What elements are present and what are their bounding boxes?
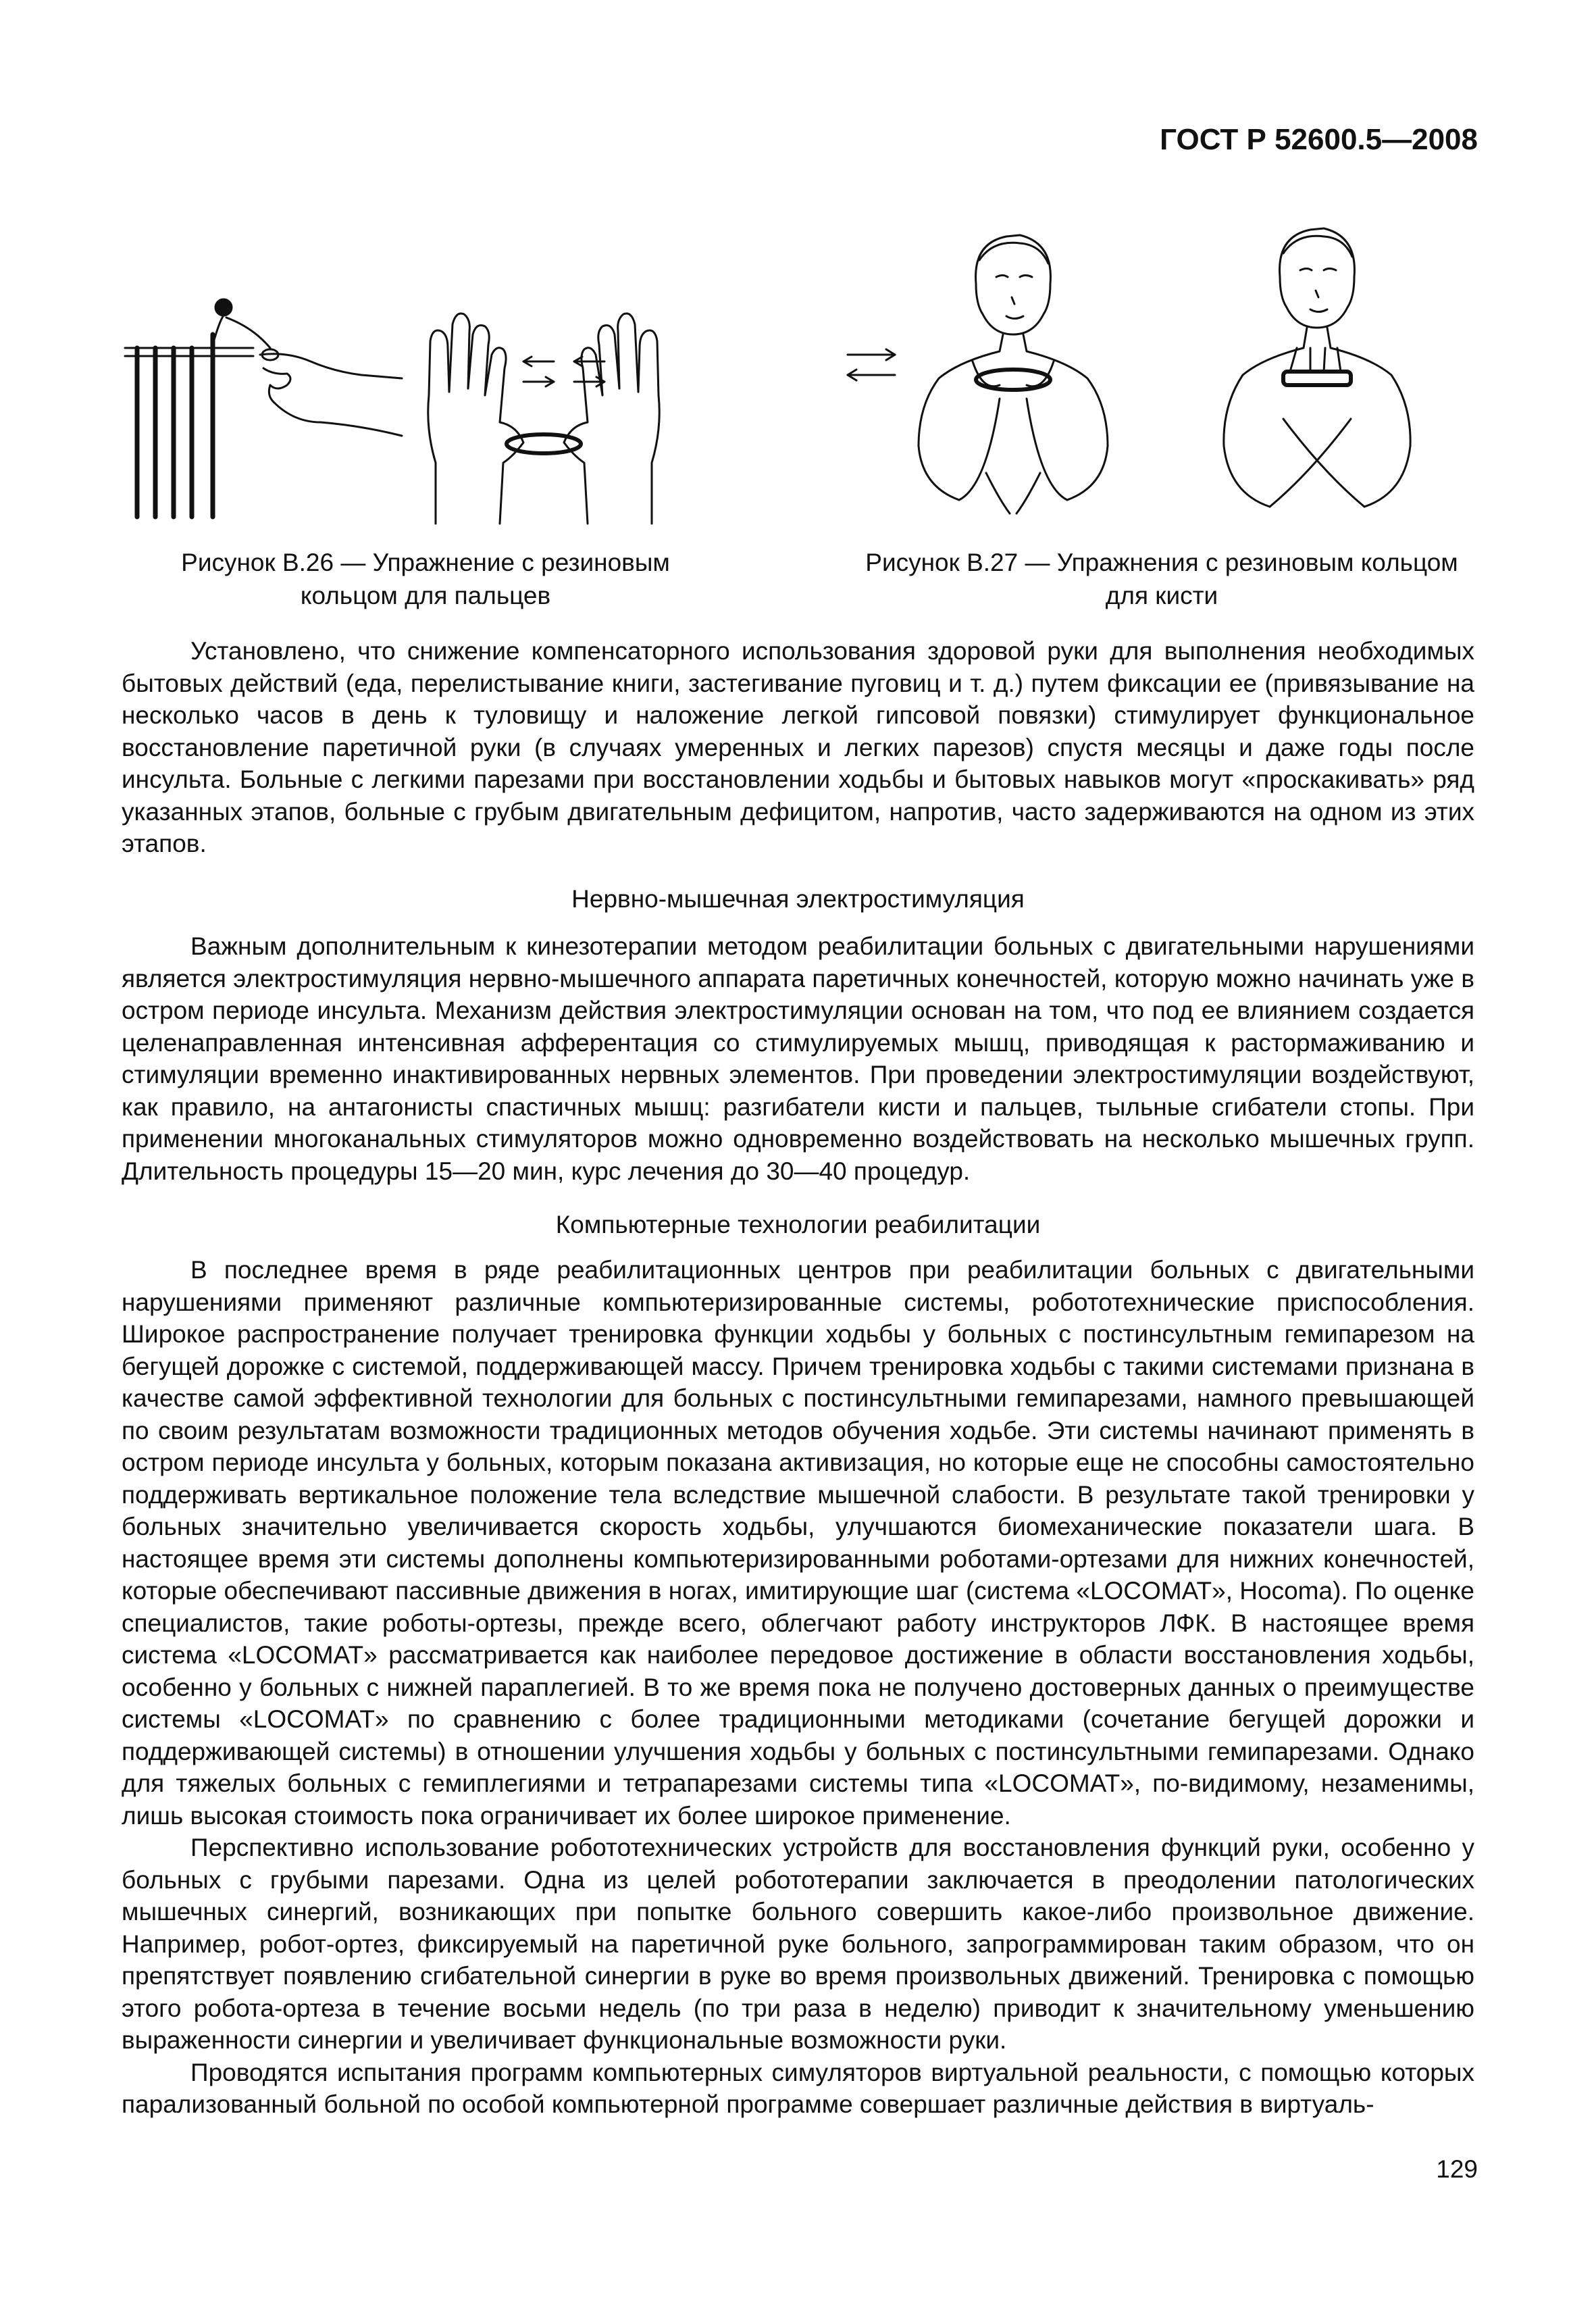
motion-arrows xyxy=(848,349,895,380)
paragraph: Перспективно использование робототехнических устройств для восстановления функций руки, особенно у больных с грубыми парезами. Одна из целей робототерапии заключается в преодолении патологических мышечных синергий, возникающих при попытке больного совершить какое-либо произвольное движение. Например, робот-ортез, фиксируемый на паретичной руке больного, запрограммирован таким образом, что он препятствует появлению сгибательной синергии в руке во время произвольных движений. Тренировка с помощью этого робота-ортеза в течение восьми недель (по три раза в неделю) приводит к значительному уменьшению выраженности синергии и увеличивает функциональные возможности руки. xyxy=(122,1834,1474,2054)
hand-with-ring-drawing xyxy=(260,349,402,436)
figure-b27-caption: Рисунок В.27 — Упражнения с резиновым кольцом для кисти xyxy=(865,549,1458,609)
figure-b26-caption: Рисунок В.26 — Упражнение с резиновым кольцом для пальцев xyxy=(181,549,670,609)
page-number: 129 xyxy=(1436,2155,1478,2183)
woman-figure-right xyxy=(1224,228,1410,507)
section-title-electrostimulation: Нервно-мышечная электростимуляция xyxy=(571,885,1025,913)
paragraph: Важным дополнительным к кинезотерапии методом реабилитации больных с двигательными нарушениями является электростимуляция нервно-мышечного аппарата паретичных конечностей, которую можно начинать уже в остром периоде инсульта. Механизм действия электростимуляции основан на том, что под ее влиянием создается целенаправленная интенсивная афферентация со стимулируемых мышц, приводящая к растормаживанию и стимуляции временно инактивированных нервных элементов. При проведении электростимуляции воздействуют, как правило, на антагонисты спастичных мышц: разгибатели кисти и пальцев, тыльные сгибатели стопы. При применении многоканальных стимуляторов можно одновременно воздействовать на несколько мышечных групп. Длительность процедуры 15—20 мин, курс лечения до 30—40 процедур. xyxy=(122,932,1474,1185)
paragraph: Установлено, что снижение компенсаторного использования здоровой руки для выполнения необходимых бытовых действий (еда, перелистывание книги, застегивание пуговиц и т. д.) путем фиксации ее (привязывание на несколько часов в день к туловищу и наложение легкой гипсовой повязки) стимулирует функциональное восстановление паретичной руки (в случаях умеренных и легких парезов) спустя месяцы и даже годы после инсульта. Больные с легкими парезами при восстановлении ходьбы и бытовых навыков могут «проскакивать» ряд указанных этапов, больные с грубым двигательным дефицитом, напротив, часто задерживаются на одном из этих этапов. xyxy=(122,637,1474,857)
woman-figure-left xyxy=(919,235,1108,513)
section-title-computer-technologies: Компьютерные технологии реабилитации xyxy=(555,1211,1041,1238)
intro-text xyxy=(122,635,1474,860)
computer-technologies-text xyxy=(122,1254,1474,2121)
paragraph: Проводятся испытания программ компьютерных симуляторов виртуальной реальности, с помощью которых парализованный больной по особой компьютерной программе совершает различные действия в виртуаль- xyxy=(122,2058,1474,2118)
document-code: ГОСТ Р 52600.5—2008 xyxy=(1160,123,1478,156)
motion-arrows xyxy=(523,357,604,386)
two-hands-drawing xyxy=(428,313,660,524)
figure-b26-illustration xyxy=(118,260,726,530)
figure-b27-illustration xyxy=(838,203,1486,520)
wall-bars-drawing xyxy=(125,299,270,517)
electrostimulation-text xyxy=(122,930,1474,1187)
paragraph: В последнее время в ряде реабилитационных центров при реабилитации больных с двигательными нарушениями применяют различные компьютеризированные системы, робототехнические приспособления. Широкое распространение получает тренировка функции ходьбы у больных с постинсультным гемипарезом на бегущей дорожке с системой, поддерживающей массу. Причем тренировка ходьбы с такими системами признана в качестве самой эффективной технологии для больных с постинсультными гемипарезами, намного превышающей по своим результатам возможности традиционных методов обучения ходьбе. Эти системы начинают применять в остром периоде инсульта у больных, которым показана активизация, но которые еще не способны самостоятельно поддерживать вертикальное положение тела вследствие мышечной слабости. В результате такой тренировки у больных значительно увеличивается скорость ходьбы, улучшаются биомеханические показатели шага. В настоящее время эти системы дополнены компьютеризированными роботами-ортезами для нижних конечностей, которые обеспечивают пассивные движения в ногах, имитирующие шаг (система «LOCOMAT», Hocoma). По оценке специалистов, такие роботы-ортезы, прежде всего, облегчают работу инструкторов ЛФК. В настоящее время система «LOCOMAT» рассматривается как наиболее передовое достижение в области восстановления ходьбы, особенно у больных с нижней параплегией. В то же время пока не получено достоверных данных о преимуществе системы «LOCOMAT» по сравнению с более традиционными методиками (сочетание бегущей дорожки и поддерживающей системы) в отношении улучшения ходьбы у больных с постинсультными гемипарезами. Однако для тяжелых больных с гемиплегиями и тетрапарезами системы типа «LOCOMAT», по-видимому, незаменимы, лишь высокая стоимость пока ограничивает их более широкое применение. xyxy=(122,1256,1474,1830)
